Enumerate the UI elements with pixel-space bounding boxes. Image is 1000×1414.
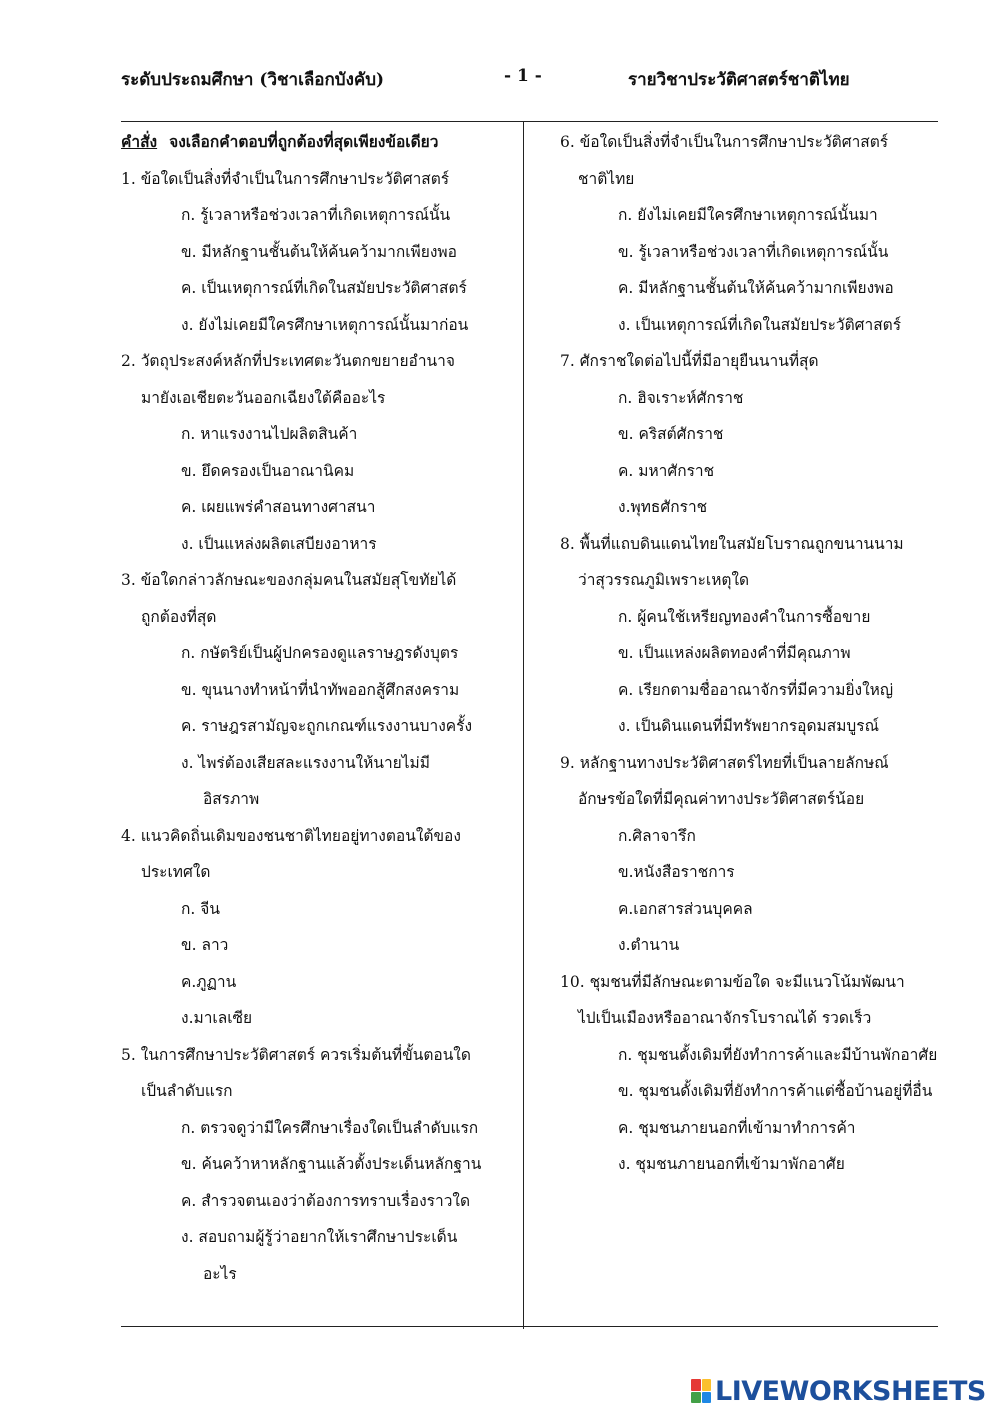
question-text-continued: ว่าสุวรรณภูมิเพราะเหตุใด — [578, 571, 750, 589]
answer-option[interactable]: ง.พุทธศักราช — [618, 498, 708, 516]
answer-option[interactable]: ค. เป็นเหตุการณ์ที่เกิดในสมัยประวัติศาสตร์ — [181, 279, 467, 297]
question-text: 9. หลักฐานทางประวัติศาสตร์ไทยที่เป็นลายลักษณ์ — [560, 753, 889, 772]
question-text-continued: ถูกต้องที่สุด — [141, 607, 217, 626]
liveworksheets-logo-text: LIVEWORKSHEETS — [715, 1375, 986, 1407]
header-divider — [121, 121, 938, 122]
question-text-continued: ประเทศใด — [141, 863, 211, 881]
answer-option[interactable]: ข. เป็นแหล่งผลิตทองคำที่มีคุณภาพ — [618, 644, 851, 662]
answer-option[interactable]: ค. สำรวจตนเองว่าต้องการทราบเรื่องราวใด — [181, 1191, 471, 1210]
question-text: 7. ศักราชใดต่อไปนี้ที่มีอายุยืนนานที่สุด — [560, 352, 819, 370]
header-level: ระดับประถมศึกษา (วิชาเลือกบังคับ) — [121, 70, 385, 90]
answer-option[interactable]: ค. ชุมชนภายนอกที่เข้ามาทำการค้า — [618, 1118, 856, 1137]
footer-divider — [121, 1326, 938, 1327]
question-text-continued: ไปเป็นเมืองหรืออาณาจักรโบราณได้ รวดเร็ว — [578, 1009, 872, 1027]
question-2 — [121, 343, 517, 562]
answer-option[interactable]: ข. รู้เวลาหรือช่วงเวลาที่เกิดเหตุการณ์นั้น — [618, 242, 889, 261]
logo-square-1 — [691, 1379, 701, 1391]
question-9 — [560, 745, 996, 964]
question-column-right — [560, 124, 996, 1183]
question-text-continued: เป็นลำดับแรก — [141, 1082, 233, 1100]
answer-option[interactable]: ค. ราษฎรสามัญจะถูกเกณฑ์แรงงานบางครั้ง — [181, 717, 473, 735]
instruction — [121, 124, 517, 161]
answer-option[interactable]: ง.ตำนาน — [618, 936, 680, 954]
answer-option-continued: อิสรภาพ — [203, 790, 260, 808]
question-text: 1. ข้อใดเป็นสิ่งที่จำเป็นในการศึกษาประวัติศาสตร์ — [121, 169, 450, 188]
answer-option[interactable]: ค.เอกสารส่วนบุคคล — [618, 899, 753, 918]
liveworksheets-logo-icon — [691, 1379, 711, 1403]
question-text-continued: ชาติไทย — [578, 169, 635, 188]
answer-option[interactable]: ก. หาแรงงานไปผลิตสินค้า — [181, 425, 358, 443]
question-4 — [121, 818, 517, 1037]
answer-option[interactable]: ก. รู้เวลาหรือช่วงเวลาที่เกิดเหตุการณ์นั้น — [181, 206, 451, 224]
question-8 — [560, 526, 996, 745]
answer-option[interactable]: ค.ภูฏาน — [181, 972, 237, 991]
answer-option[interactable]: ข.หนังสือราชการ — [618, 863, 735, 881]
answer-option[interactable]: ค. เรียกตามชื่ออาณาจักรที่มีความยิ่งใหญ่ — [618, 680, 894, 699]
answer-option[interactable]: ค. มหาศักราช — [618, 461, 715, 480]
answer-option[interactable]: ก. ผู้คนใช้เหรียญทองคำในการซื้อขาย — [618, 607, 871, 626]
answer-option[interactable]: ง. ยังไม่เคยมีใครศึกษาเหตุการณ์นั้นมาก่อน — [181, 315, 469, 334]
answer-option[interactable]: ง. ชุมชนภายนอกที่เข้ามาพักอาศัย — [618, 1155, 845, 1173]
question-text: 4. แนวคิดถิ่นเดิมของชนชาติไทยอยู่ทางตอนใต้ของ — [121, 826, 461, 845]
question-6 — [560, 124, 996, 343]
answer-option[interactable]: ข. ลาว — [181, 936, 229, 954]
logo-square-2 — [702, 1379, 712, 1391]
answer-option[interactable]: ง. สอบถามผู้รู้ว่าอยากให้เราศึกษาประเด็น — [181, 1228, 458, 1246]
answer-option[interactable]: ข. มีหลักฐานชั้นต้นให้ค้นคว้ามากเพียงพอ — [181, 242, 457, 261]
answer-option[interactable]: ก. กษัตริย์เป็นผู้ปกครองดูแลราษฎรดังบุตร — [181, 644, 459, 662]
answer-option[interactable]: ก. ชุมชนดั้งเดิมที่ยังทำการค้าและมีบ้านพักอาศัย — [618, 1045, 938, 1064]
answer-option[interactable]: ง. เป็นแหล่งผลิตเสบียงอาหาร — [181, 534, 377, 553]
header-subject: รายวิชาประวัติศาสตร์ชาติไทย — [628, 70, 850, 90]
question-5 — [121, 1037, 517, 1293]
question-text: 5. ในการศึกษาประวัติศาสตร์ ควรเริ่มต้นที่ขั้นตอนใด — [121, 1045, 471, 1064]
answer-option[interactable]: ข. ยึดครองเป็นอาณานิคม — [181, 461, 355, 480]
answer-option[interactable]: ข. ขุนนางทำหน้าที่นำทัพออกสู้ศึกสงคราม — [181, 680, 460, 699]
question-text: 6. ข้อใดเป็นสิ่งที่จำเป็นในการศึกษาประวัติศาสตร์ — [560, 133, 889, 151]
question-text-continued: อักษรข้อใดที่มีคุณค่าทางประวัติศาสตร์น้อย — [578, 790, 865, 808]
answer-option[interactable]: ก. ยังไม่เคยมีใครศึกษาเหตุการณ์นั้นมา — [618, 206, 878, 224]
question-7 — [560, 343, 996, 526]
answer-option[interactable]: ง. ไพร่ต้องเสียสละแรงงานให้นายไม่มี — [181, 753, 430, 772]
answer-option[interactable]: ง.มาเลเซีย — [181, 1009, 253, 1027]
question-1 — [121, 161, 517, 344]
answer-option[interactable]: ข. ชุมชนดั้งเดิมที่ยังทำการค้าแต่ซื้อบ้านอยู่ที่อื่น — [618, 1082, 933, 1100]
liveworksheets-branding — [691, 1376, 986, 1406]
question-10 — [560, 964, 996, 1183]
answer-option[interactable]: ก. ตรวจดูว่ามีใครศึกษาเรื่องใดเป็นลำดับแรก — [181, 1118, 479, 1137]
answer-option[interactable]: ค. เผยแพร่คำสอนทางศาสนา — [181, 498, 376, 516]
answer-option[interactable]: ง. เป็นเหตุการณ์ที่เกิดในสมัยประวัติศาสตร์ — [618, 315, 902, 334]
column-divider — [523, 121, 524, 1329]
answer-option[interactable]: ก. ฮิจเราะห์ศักราช — [618, 388, 744, 407]
answer-option[interactable]: ก.ศิลาจารึก — [618, 826, 696, 845]
answer-option[interactable]: ข. คริสต์ศักราช — [618, 425, 724, 443]
question-text: 3. ข้อใดกล่าวลักษณะของกลุ่มคนในสมัยสุโขทัยได้ — [121, 571, 457, 589]
instruction-label: คำสั่ง — [121, 132, 158, 151]
logo-square-3 — [691, 1392, 701, 1404]
question-text: 10. ชุมชนที่มีลักษณะตามข้อใด จะมีแนวโน้มพัฒนา — [560, 972, 905, 991]
answer-option[interactable]: ก. จีน — [181, 899, 220, 918]
question-3 — [121, 562, 517, 818]
header-page-number: - 1 - — [504, 66, 542, 86]
question-text: 8. พื้นที่แถบดินแดนไทยในสมัยโบราณถูกขนานนาม — [560, 534, 904, 553]
answer-option-continued: อะไร — [203, 1264, 237, 1283]
answer-option[interactable]: ค. มีหลักฐานชั้นต้นให้ค้นคว้ามากเพียงพอ — [618, 279, 894, 297]
answer-option[interactable]: ง. เป็นดินแดนที่มีทรัพยากรอุดมสมบูรณ์ — [618, 717, 879, 735]
question-column-left — [121, 124, 517, 1292]
instruction-text: จงเลือกคำตอบที่ถูกต้องที่สุดเพียงข้อเดียว — [169, 132, 439, 151]
logo-square-4 — [702, 1392, 712, 1404]
question-text: 2. วัตถุประสงค์หลักที่ประเทศตะวันตกขยายอำนาจ — [121, 352, 455, 370]
answer-option[interactable]: ข. ค้นคว้าหาหลักฐานแล้วตั้งประเด็นหลักฐาน — [181, 1155, 482, 1173]
question-text-continued: มายังเอเชียตะวันออกเฉียงใต้คืออะไร — [141, 388, 386, 407]
